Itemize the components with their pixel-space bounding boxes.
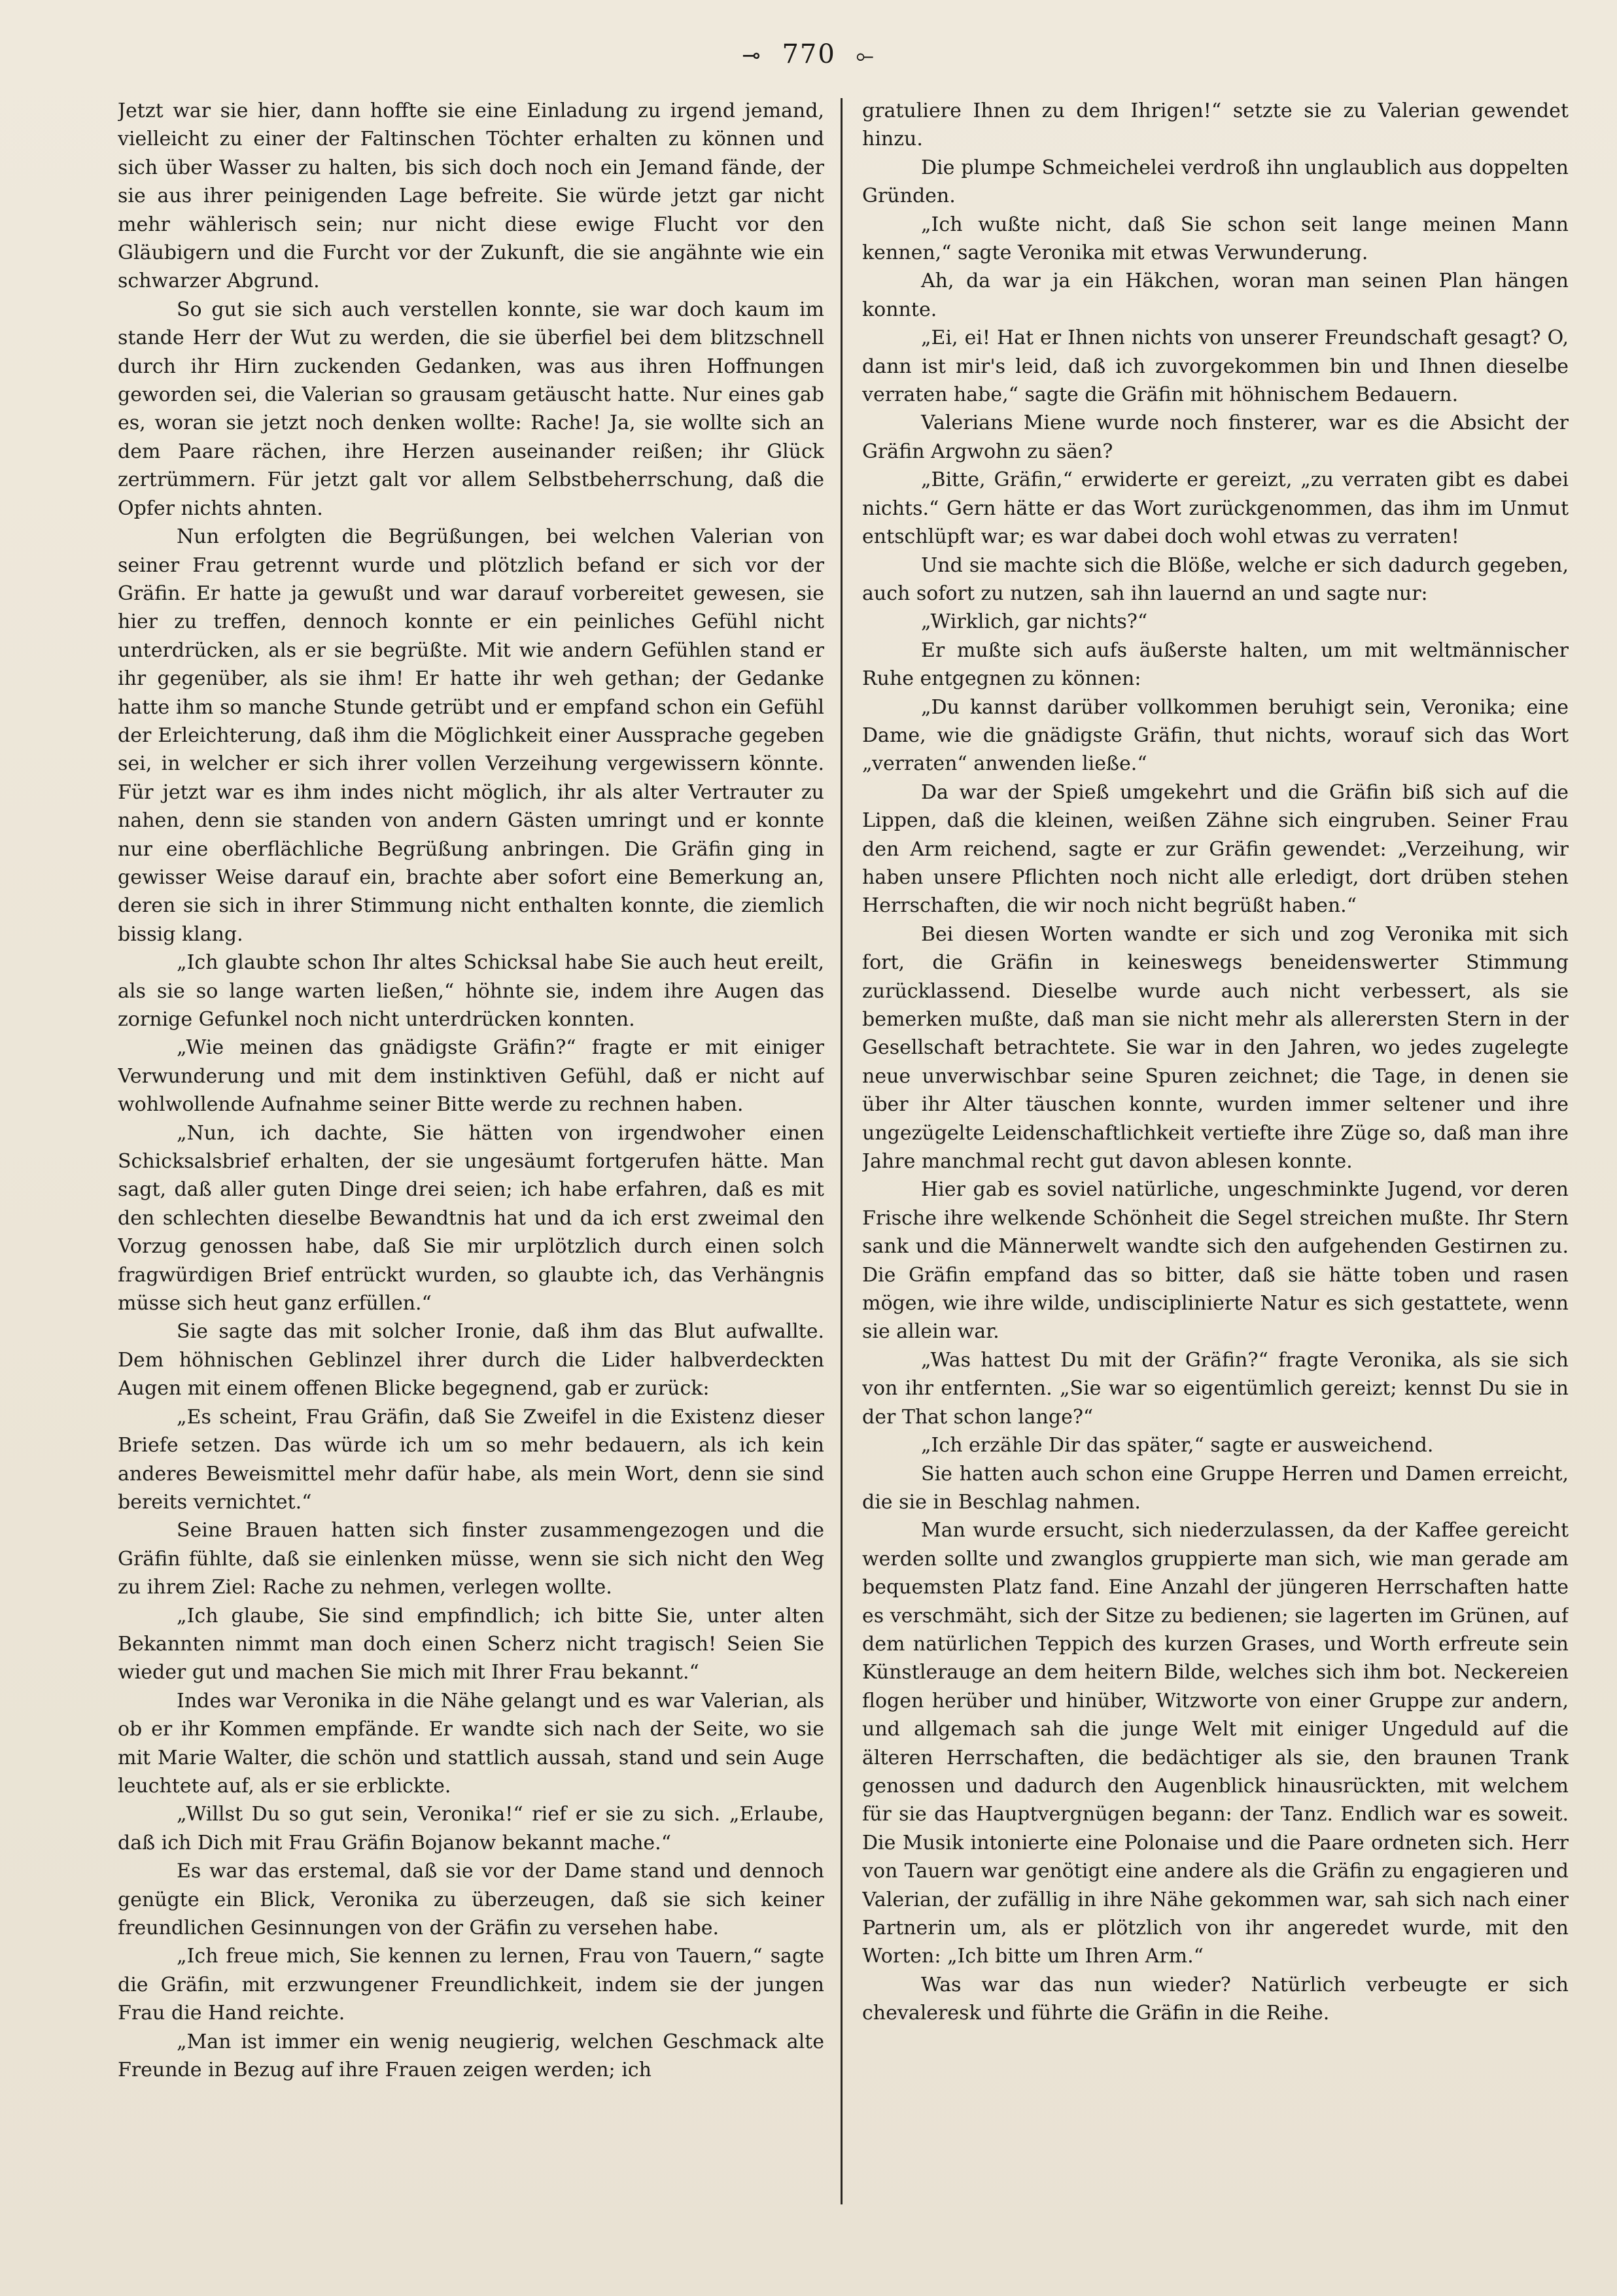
paragraph: „Wirklich, gar nichts?“ (921, 610, 1148, 634)
column-divider (841, 98, 843, 2204)
paragraph: Valerians Miene wurde noch finsterer, war es die Absicht der Gräfin Argwohn zu säen? (862, 411, 1569, 463)
paragraph: „Ich glaubte schon Ihr altes Schicksal habe Sie auch heut ereilt, als sie so lange warten ließen,“ höhnte sie, indem ihre Augen das zornige Gefunkel noch nicht unterdrücken konnten. (118, 951, 824, 1031)
page-header (0, 39, 1617, 69)
paragraph: Jetzt war sie hier, dann hoffte sie eine Einladung zu irgend jemand, vielleicht zu einer der Faltinschen Töchter erhalten zu können und sich über Wasser zu halten, bis sich doch noch ein Jemand fände, der sie aus ihrer peinigenden Lage befreite. Sie würde jetzt gar nicht mehr wählerisch sein; nur nicht diese ewige Flucht vor den Gläubigern und die Furcht vor der Zukunft, die sie angähnte wie ein schwarzer Abgrund. (118, 99, 824, 293)
paragraph: „Es scheint, Frau Gräfin, daß Sie Zweifel in die Existenz dieser Briefe setzen. Das würde ich um so mehr bedauern, als ich kein anderes Beweismittel mehr dafür habe, als mein Wort, denn sie sind bereits vernichtet.“ (118, 1405, 824, 1514)
paragraph: Sie sagte das mit solcher Ironie, daß ihm das Blut aufwallte. Dem höhnischen Geblinzel ihrer durch die Lider halbverdeckten Augen mit einem offenen Blicke begegnend, gab er zurück: (118, 1320, 824, 1400)
paragraph: „Du kannst darüber vollkommen beruhigt sein, Veronika; eine Dame, wie die gnädigste Gräfin, thut nichts, worauf sich das Wort „verraten“ anwenden ließe.“ (862, 695, 1569, 776)
paragraph: „Wie meinen das gnädigste Gräfin?“ fragte er mit einiger Verwunderung und mit dem instinktiven Gefühl, daß er nicht auf wohlwollende Aufnahme seiner Bitte werde zu rechnen haben. (118, 1036, 824, 1117)
paragraph: „Ich erzähle Dir das später,“ sagte er ausweichend. (921, 1434, 1434, 1457)
paragraph: Sie hatten auch schon eine Gruppe Herren und Damen erreicht, die sie in Beschlag nahmen. (862, 1462, 1569, 1514)
paragraph: Nun erfolgten die Begrüßungen, bei welchen Valerian von seiner Frau getrennt wurde und plötzlich befand er sich vor der Gräfin. Er hatte ja gewußt und war darauf vorbereitet gewesen, sie hier zu treffen, dennoch konnte er ein peinliches Gefühl nicht unterdrücken, als er sie begrüßte. Mit wie andern Gefühlen stand er ihr gegenüber, als sie ihm! Er hatte ihr weh gethan; der Gedanke hatte ihm so manche Stunde getrübt und er empfand schon ein Gefühl der Erleichterung, daß ihm die Möglichkeit einer Aussprache gegeben sei, in welcher er sich ihrer vollen Verzeihung vergewissern könnte. Für jetzt war es ihm indes nicht möglich, ihr als alter Vertrauter zu nahen, denn sie standen von andern Gästen umringt und er konnte nur eine oberflächliche Begrüßung anbringen. Die Gräfin ging in gewisser Weise darauf ein, brachte aber sofort eine Bemerkung an, deren sie sich in ihrer Stimmung nicht enthalten konnte, die ziemlich bissig klang. (118, 525, 824, 946)
paragraph: Ah, da war ja ein Häkchen, woran man seinen Plan hängen konnte. (862, 270, 1569, 321)
paragraph: Seine Brauen hatten sich finster zusammengezogen und die Gräfin fühlte, daß sie einlenken müsse, wenn sie sich nicht den Weg zu ihrem Ziel: Rache zu nehmen, verlegen wollte. (118, 1519, 824, 1599)
ornament-left: ⊸ (742, 43, 762, 69)
paragraph: „Ei, ei! Hat er Ihnen nichts von unserer Freundschaft gesagt? O, dann ist mir's leid, daß ich zuvorgekommen bin und Ihnen dieselbe verraten habe,“ sagte die Gräfin mit höhnischem Bedauern. (862, 326, 1569, 407)
paragraph: Indes war Veronika in die Nähe gelangt und es war Valerian, als ob er ihr Kommen empfände. Er wandte sich nach der Seite, wo sie mit Marie Walter, die schön und stattlich aussah, stand und sein Auge leuchtete auf, als er sie erblickte. (118, 1689, 824, 1798)
right-text-column (862, 97, 1569, 2216)
paragraph: Es war das erstemal, daß sie vor der Dame stand und dennoch genügte ein Blick, Veronika zu überzeugen, daß sie sich keiner freundlichen Gesinnungen von der Gräfin zu versehen habe. (118, 1860, 824, 1939)
paragraph: „Bitte, Gräfin,“ erwiderte er gereizt, „zu verraten gibt es dabei nichts.“ Gern hätte er das Wort zurückgenommen, das ihm im Unmut entschlüpft war; es war dabei doch wohl etwas zu verraten! (862, 468, 1569, 549)
page-number: 770 (782, 39, 836, 69)
paragraph: „Ich wußte nicht, daß Sie schon seit lange meinen Mann kennen,“ sagte Veronika mit etwas Verwunderung. (862, 213, 1569, 265)
paragraph: „Nun, ich dachte, Sie hätten von irgendwoher einen Schicksalsbrief erhalten, der sie ungesäumt fortgerufen hätte. Man sagt, daß aller guten Dinge drei seien; ich habe erfahren, daß es mit den schlechten dieselbe Bewandtnis hat und da ich erst zweimal den Vorzug genossen habe, daß Sie mir urplötzlich durch einen solch fragwürdigen Brief entrückt wurden, so glaubte ich, das Verhängnis müsse sich heut ganz erfüllen.“ (118, 1121, 824, 1315)
paragraph: Er mußte sich aufs äußerste halten, um mit weltmännischer Ruhe entgegnen zu können: (862, 638, 1569, 691)
paragraph: „Ich glaube, Sie sind empfindlich; ich bitte Sie, unter alten Bekannten nimmt man doch einen Scherz nicht tragisch! Seien Sie wieder gut und machen Sie mich mit Ihrer Frau bekannt.“ (118, 1604, 824, 1684)
paragraph: Und sie machte sich die Blöße, welche er sich dadurch gegeben, auch sofort zu nutzen, sah ihn lauernd an und sagte nur: (862, 553, 1569, 605)
paragraph: Man wurde ersucht, sich niederzulassen, da der Kaffee gereicht werden sollte und zwanglos gruppierte man sich, wie man gerade am bequemsten Platz fand. Eine Anzahl der jüngeren Herrschaften hatte es verschmäht, sich der Sitze zu bedienen; sie lagerten im Grünen, auf dem natürlichen Teppich des kurzen Grases, und Worth erfreute sein Künstlerauge an dem heitern Bilde, welches sich ihm bot. Neckereien flogen herüber und hinüber, Witzworte von einer Gruppe zur andern, und allgemach sah die junge Welt mit einiger Ungeduld auf die älteren Herrschaften, die bedächtiger als sie, den braunen Trank genossen und dadurch den Augenblick hinausrückten, mit welchem für sie das Hauptvergnügen begann: der Tanz. Endlich war es soweit. Die Musik intonierte eine Polonaise und die Paare ordneten sich. Herr von Tauern war genötigt eine andere als die Gräfin zu engagieren und Valerian, der zufällig in ihre Nähe gekommen war, sah sich nach einer Partnerin um, als er plötzlich von ihr angeredet wurde, mit den Worten: „Ich bitte um Ihren Arm.“ (862, 1519, 1569, 1968)
paragraph: Da war der Spieß umgekehrt und die Gräfin biß sich auf die Lippen, daß die kleinen, weißen Zähne sich eingruben. Seiner Frau den Arm reichend, sagte er zur Gräfin gewendet: „Verzeihung, wir haben unsere Pflichten noch nicht alle erledigt, dort drüben stehen Herrschaften, die wir noch nicht begrüßt haben.“ (862, 780, 1569, 918)
paragraph: Was war das nun wieder? Natürlich verbeugte er sich chevaleresk und führte die Gräfin in die Reihe. (862, 1973, 1569, 2025)
paragraph: „Willst Du so gut sein, Veronika!“ rief er sie zu sich. „Erlaube, daß ich Dich mit Frau Gräfin Bojanow bekannt mache.“ (118, 1803, 824, 1854)
paragraph: Die plumpe Schmeichelei verdroß ihn unglaublich aus doppelten Gründen. (862, 156, 1569, 208)
ornament-right: ⟜ (856, 43, 875, 69)
left-text-column (118, 97, 824, 2216)
paragraph: Bei diesen Worten wandte er sich und zog Veronika mit sich fort, die Gräfin in keineswegs beneidenswerter Stimmung zurücklassend. Dieselbe wurde auch nicht verbessert, als sie bemerken mußte, daß man sie nicht mehr als allerersten Stern in der Gesellschaft betrachtete. Sie war in den Jahren, wo jedes zugelegte neue unverwischbar seine Spuren zeichnet; die Tage, in denen sie über ihr Alter täuschen konnte, wurden immer seltener und ihre ungezügelte Leidenschaftlichkeit vertiefte ihre Züge so, daß man ihre Jahre manchmal recht gut davon ablesen konnte. (862, 922, 1569, 1174)
paragraph: „Was hattest Du mit der Gräfin?“ fragte Veronika, als sie sich von ihr entfernten. „Sie war so eigentümlich gereizt; kennst Du sie in der That schon lange?“ (862, 1348, 1569, 1429)
paragraph: gratuliere Ihnen zu dem Ihrigen!“ setzte sie zu Valerian gewendet hinzu. (862, 99, 1569, 151)
paragraph: „Man ist immer ein wenig neugierig, welchen Geschmack alte Freunde in Bezug auf ihre Frauen zeigen werden; ich (118, 2030, 824, 2082)
paragraph: So gut sie sich auch verstellen konnte, sie war doch kaum im stande Herr der Wut zu werden, die sie überfiel bei dem blitzschnell durch ihr Hirn zuckenden Gedanken, was aus ihren Hoffnungen geworden sei, die Valerian so grausam getäuscht hatte. Nur eines gab es, woran sie jetzt noch denken wollte: Rache! Ja, sie wollte sich an dem Paare rächen, ihre Herzen auseinander reißen; ihr Glück zertrümmern. Für jetzt galt vor allem Selbstbeherrschung, daß die Opfer nichts ahnten. (118, 298, 824, 520)
paragraph: „Ich freue mich, Sie kennen zu lernen, Frau von Tauern,“ sagte die Gräfin, mit erzwungener Freundlichkeit, indem sie der jungen Frau die Hand reichte. (118, 1945, 824, 2025)
paragraph: Hier gab es soviel natürliche, ungeschminkte Jugend, vor deren Frische ihre welkende Schönheit die Segel streichen mußte. Ihr Stern sank und die Männerwelt wandte sich den aufgehenden Gestirnen zu. Die Gräfin empfand das so bitter, daß sie hätte toben und rasen mögen, wie ihre wilde, undisciplinierte Natur es sich gestattete, wenn sie allein war. (862, 1178, 1569, 1344)
